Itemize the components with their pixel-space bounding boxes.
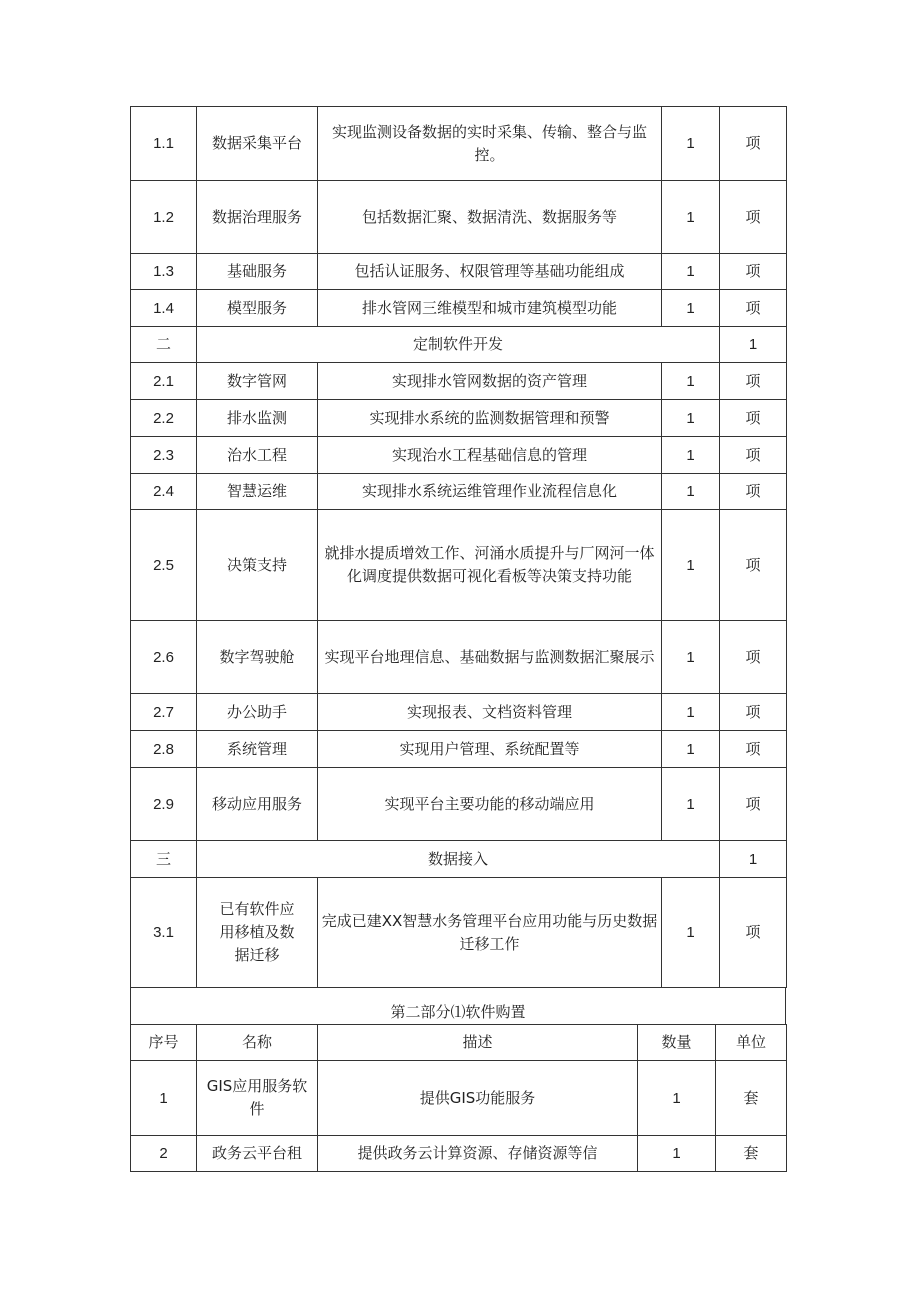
row-unit: 项 [720,254,787,290]
row-description: 实现用户管理、系统配置等 [318,731,662,768]
row-name: 决策支持 [197,510,318,621]
row-description: 实现报表、文档资料管理 [318,694,662,731]
header-number: 序号 [131,1025,197,1061]
header-unit: 单位 [716,1025,787,1061]
table-row [131,1061,787,1136]
section-quantity: 1 [720,841,787,878]
row-quantity: 1 [662,768,720,841]
row-name: 模型服务 [197,290,318,327]
row-description: 排水管网三维模型和城市建筑模型功能 [318,290,662,327]
row-unit: 项 [720,290,787,327]
table-row [131,400,787,437]
row-number: 2.4 [131,474,197,510]
row-quantity: 1 [662,731,720,768]
table-row [131,694,787,731]
row-number: 2.7 [131,694,197,731]
row-description: 包括认证服务、权限管理等基础功能组成 [318,254,662,290]
row-name: 系统管理 [197,731,318,768]
row-unit: 项 [720,181,787,254]
row-number: 2.8 [131,731,197,768]
section-title: 定制软件开发 [197,327,720,363]
row-description: 实现治水工程基础信息的管理 [318,437,662,474]
row-unit: 套 [716,1061,787,1136]
row-description: 实现排水管网数据的资产管理 [318,363,662,400]
row-description: 实现监测设备数据的实时采集、传输、整合与监控。 [318,107,662,181]
row-name: 数字管网 [197,363,318,400]
row-name: 已有软件应用移植及数据迁移 [197,878,318,988]
table-row [131,290,787,327]
table-row [131,474,787,510]
table-header-row [131,1025,787,1061]
row-unit: 项 [720,363,787,400]
row-number: 2.9 [131,768,197,841]
table-row [131,768,787,841]
row-quantity: 1 [662,437,720,474]
row-unit: 套 [716,1136,787,1172]
row-quantity: 1 [662,474,720,510]
row-name: 排水监测 [197,400,318,437]
row-number: 2 [131,1136,197,1172]
table-row [131,621,787,694]
header-quantity: 数量 [638,1025,716,1061]
row-unit: 项 [720,878,787,988]
table-row [131,181,787,254]
row-unit: 项 [720,474,787,510]
row-number: 2.3 [131,437,197,474]
row-unit: 项 [720,694,787,731]
software-dev-table [130,106,787,988]
row-name: 治水工程 [197,437,318,474]
row-quantity: 1 [638,1136,716,1172]
row-number: 1.3 [131,254,197,290]
row-number: 3.1 [131,878,197,988]
row-name: GIS应用服务软件 [197,1061,318,1136]
section-number: 二 [131,327,197,363]
section-row [131,327,787,363]
row-quantity: 1 [662,400,720,437]
row-unit: 项 [720,107,787,181]
table-row [131,363,787,400]
row-quantity: 1 [662,510,720,621]
row-quantity: 1 [662,254,720,290]
row-number: 1 [131,1061,197,1136]
row-description: 实现平台地理信息、基础数据与监测数据汇聚展示 [318,621,662,694]
section-title: 数据接入 [197,841,720,878]
row-quantity: 1 [662,181,720,254]
row-unit: 项 [720,400,787,437]
row-name: 智慧运维 [197,474,318,510]
row-unit: 项 [720,768,787,841]
row-quantity: 1 [662,621,720,694]
table-row [131,1136,787,1172]
row-unit: 项 [720,437,787,474]
header-description: 描述 [318,1025,638,1061]
row-unit: 项 [720,510,787,621]
row-number: 2.5 [131,510,197,621]
row-number: 1.2 [131,181,197,254]
row-unit: 项 [720,731,787,768]
section-row [131,841,787,878]
row-quantity: 1 [662,694,720,731]
row-description: 完成已建XX智慧水务管理平台应用功能与历史数据迁移工作 [318,878,662,988]
row-number: 1.4 [131,290,197,327]
row-unit: 项 [720,621,787,694]
table-row [131,510,787,621]
section-heading: 第二部分⑴软件购置 [130,987,786,1024]
row-name: 政务云平台租 [197,1136,318,1172]
software-purchase-table [130,1024,787,1172]
row-name: 数据治理服务 [197,181,318,254]
table-row [131,731,787,768]
table-row [131,254,787,290]
section-quantity: 1 [720,327,787,363]
row-name: 基础服务 [197,254,318,290]
row-name: 数据采集平台 [197,107,318,181]
row-quantity: 1 [662,290,720,327]
row-description: 就排水提质增效工作、河涌水质提升与厂网河一体化调度提供数据可视化看板等决策支持功能 [318,510,662,621]
table-row [131,107,787,181]
header-name: 名称 [197,1025,318,1061]
row-name: 数字驾驶舱 [197,621,318,694]
row-description: 提供政务云计算资源、存储资源等信 [318,1136,638,1172]
row-description: 实现排水系统运维管理作业流程信息化 [318,474,662,510]
row-name: 办公助手 [197,694,318,731]
row-description: 实现平台主要功能的移动端应用 [318,768,662,841]
row-number: 2.1 [131,363,197,400]
row-quantity: 1 [638,1061,716,1136]
row-number: 2.6 [131,621,197,694]
row-quantity: 1 [662,107,720,181]
row-number: 1.1 [131,107,197,181]
row-quantity: 1 [662,363,720,400]
row-description: 包括数据汇聚、数据清洗、数据服务等 [318,181,662,254]
table-row [131,437,787,474]
section-number: 三 [131,841,197,878]
table-row [131,878,787,988]
row-description: 实现排水系统的监测数据管理和预警 [318,400,662,437]
row-description: 提供GIS功能服务 [318,1061,638,1136]
row-number: 2.2 [131,400,197,437]
row-quantity: 1 [662,878,720,988]
row-name: 移动应用服务 [197,768,318,841]
